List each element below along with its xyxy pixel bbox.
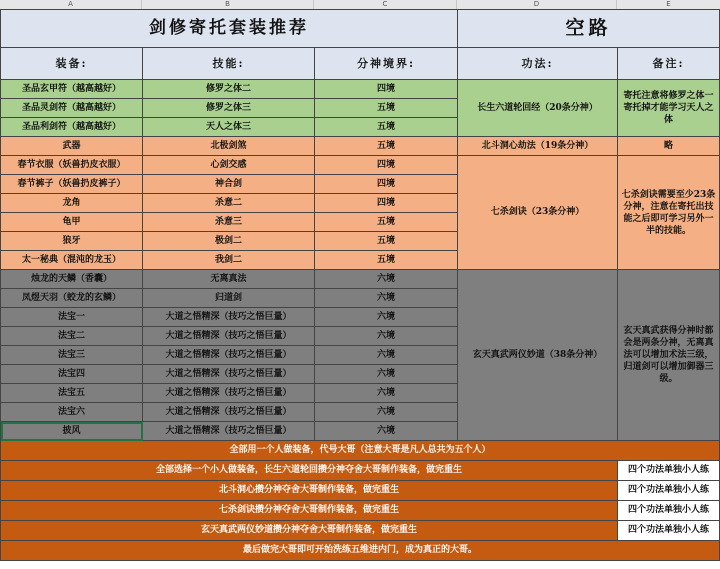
cell-skill[interactable]: 大道之悟精深（技巧之悟巨量） <box>143 365 315 384</box>
footer-note[interactable]: 四个功法单独小人练 <box>618 501 720 521</box>
cell-skill[interactable]: 修罗之体三 <box>143 99 315 118</box>
cell-skill[interactable]: 北极剑煞 <box>143 137 315 156</box>
cell-skill[interactable]: 无离真法 <box>143 270 315 289</box>
column-header-a[interactable]: A <box>0 0 142 9</box>
cell-realm[interactable]: 六境 <box>315 270 458 289</box>
cell-method[interactable]: 长生六道轮回经（20条分神） <box>458 80 618 137</box>
footer-note[interactable]: 四个功法单独小人练 <box>618 481 720 501</box>
footer-row[interactable]: 全部用一个人做装备，代号大哥（注意大哥是凡人总共为五个人） <box>1 441 720 461</box>
cell-equip[interactable]: 法宝三 <box>1 346 143 365</box>
cell-equip[interactable]: 法宝四 <box>1 365 143 384</box>
cell-equip-selected[interactable]: 披风 <box>1 422 143 441</box>
footer-row[interactable]: 全部选择一个小人做装备，长生六道轮回攒分神夺舍大哥制作装备，做完重生 <box>1 461 618 481</box>
cell-equip[interactable]: 法宝二 <box>1 327 143 346</box>
cell-skill[interactable]: 极剑二 <box>143 232 315 251</box>
footer-row[interactable]: 最后做完大哥即可开始洗练五维进内门，成为真正的大哥。 <box>1 541 720 561</box>
cell-equip[interactable]: 龟甲 <box>1 213 143 232</box>
cell-skill[interactable]: 大道之悟精深（技巧之悟巨量） <box>143 346 315 365</box>
cell-skill[interactable]: 心剑交感 <box>143 156 315 175</box>
header-skill[interactable]: 技能: <box>143 48 315 80</box>
cell-skill[interactable]: 大道之悟精深（技巧之悟巨量） <box>143 384 315 403</box>
cell-skill[interactable]: 神合剑 <box>143 175 315 194</box>
cell-remark[interactable]: 七杀剑诀需要至少23条分神，注意在寄托出技能之后即可学习另外一半的技能。 <box>618 156 720 270</box>
footer-row[interactable]: 北斗洞心攒分神夺舍大哥制作装备，做完重生 <box>1 481 618 501</box>
cell-equip[interactable]: 圣品灵剑符（越高越好） <box>1 99 143 118</box>
column-header-b[interactable]: B <box>142 0 314 9</box>
header-equip[interactable]: 装备: <box>1 48 143 80</box>
column-header-c[interactable]: C <box>314 0 457 9</box>
recommendation-table <box>0 9 720 561</box>
cell-realm[interactable]: 六境 <box>315 308 458 327</box>
cell-skill[interactable]: 天人之体三 <box>143 118 315 137</box>
cell-skill[interactable]: 杀意二 <box>143 194 315 213</box>
table-title[interactable]: 剑修寄托套装推荐 <box>1 10 458 48</box>
header-method[interactable]: 功法: <box>458 48 618 80</box>
cell-realm[interactable]: 六境 <box>315 422 458 441</box>
cell-skill[interactable]: 修罗之体二 <box>143 80 315 99</box>
column-header-d[interactable]: D <box>457 0 617 9</box>
cell-equip[interactable]: 春节衣服（妖兽扔皮衣服） <box>1 156 143 175</box>
cell-realm[interactable]: 六境 <box>315 346 458 365</box>
cell-equip[interactable]: 龙角 <box>1 194 143 213</box>
cell-skill[interactable]: 大道之悟精深（技巧之悟巨量） <box>143 403 315 422</box>
cell-skill[interactable]: 大道之悟精深（技巧之悟巨量） <box>143 422 315 441</box>
cell-realm[interactable]: 四境 <box>315 156 458 175</box>
header-remark[interactable]: 备注: <box>618 48 720 80</box>
cell-skill[interactable]: 归道剑 <box>143 289 315 308</box>
cell-equip[interactable]: 圣品玄甲符（越高越好） <box>1 80 143 99</box>
cell-equip[interactable]: 武器 <box>1 137 143 156</box>
footer-row[interactable]: 七杀剑诀攒分神夺舍大哥制作装备，做完重生 <box>1 501 618 521</box>
footer-row[interactable]: 玄天真武两仪妙道攒分神夺舍大哥制作装备，做完重生 <box>1 521 618 541</box>
cell-equip[interactable]: 法宝一 <box>1 308 143 327</box>
cell-equip[interactable]: 烛龙的天鳞（香囊） <box>1 270 143 289</box>
cell-realm[interactable]: 五境 <box>315 232 458 251</box>
cell-skill[interactable]: 杀意三 <box>143 213 315 232</box>
footer-note[interactable]: 四个功法单独小人练 <box>618 521 720 541</box>
column-header-e[interactable]: E <box>617 0 720 9</box>
cell-skill[interactable]: 大道之悟精深（技巧之悟巨量） <box>143 327 315 346</box>
cell-equip[interactable]: 法宝六 <box>1 403 143 422</box>
cell-skill[interactable]: 大道之悟精深（技巧之悟巨量） <box>143 308 315 327</box>
cell-realm[interactable]: 六境 <box>315 365 458 384</box>
table-title-right[interactable]: 空路 <box>458 10 720 48</box>
cell-equip[interactable]: 圣品利剑符（越高越好） <box>1 118 143 137</box>
cell-realm[interactable]: 五境 <box>315 118 458 137</box>
cell-realm[interactable]: 六境 <box>315 289 458 308</box>
cell-equip[interactable]: 凤煜天羽（蛟龙的玄鳞） <box>1 289 143 308</box>
cell-remark[interactable]: 略 <box>618 137 720 156</box>
header-realm[interactable]: 分神境界: <box>315 48 458 80</box>
cell-realm[interactable]: 四境 <box>315 80 458 99</box>
cell-method[interactable]: 玄天真武两仪妙道（38条分神） <box>458 270 618 441</box>
cell-realm[interactable]: 六境 <box>315 384 458 403</box>
cell-realm[interactable]: 五境 <box>315 99 458 118</box>
cell-realm[interactable]: 六境 <box>315 403 458 422</box>
cell-method[interactable]: 七杀剑诀（23条分神） <box>458 156 618 270</box>
cell-realm[interactable]: 五境 <box>315 137 458 156</box>
cell-equip[interactable]: 春节裤子（妖兽扔皮裤子） <box>1 175 143 194</box>
cell-realm[interactable]: 五境 <box>315 251 458 270</box>
cell-skill[interactable]: 我剑二 <box>143 251 315 270</box>
cell-realm[interactable]: 六境 <box>315 327 458 346</box>
cell-realm[interactable]: 四境 <box>315 194 458 213</box>
footer-note[interactable]: 四个功法单独小人练 <box>618 461 720 481</box>
cell-method[interactable]: 北斗洞心劫法（19条分神） <box>458 137 618 156</box>
cell-remark[interactable]: 寄托注意将修罗之体一寄托掉才能学习天人之体 <box>618 80 720 137</box>
cell-equip[interactable]: 狼牙 <box>1 232 143 251</box>
cell-equip[interactable]: 太一秘典（混沌的龙玉） <box>1 251 143 270</box>
cell-equip[interactable]: 法宝五 <box>1 384 143 403</box>
cell-realm[interactable]: 四境 <box>315 175 458 194</box>
cell-remark[interactable]: 玄天真武获得分神时都会是两条分神，无离真法可以增加术法三级，归道剑可以增加御器三级。 <box>618 270 720 441</box>
cell-realm[interactable]: 五境 <box>315 213 458 232</box>
